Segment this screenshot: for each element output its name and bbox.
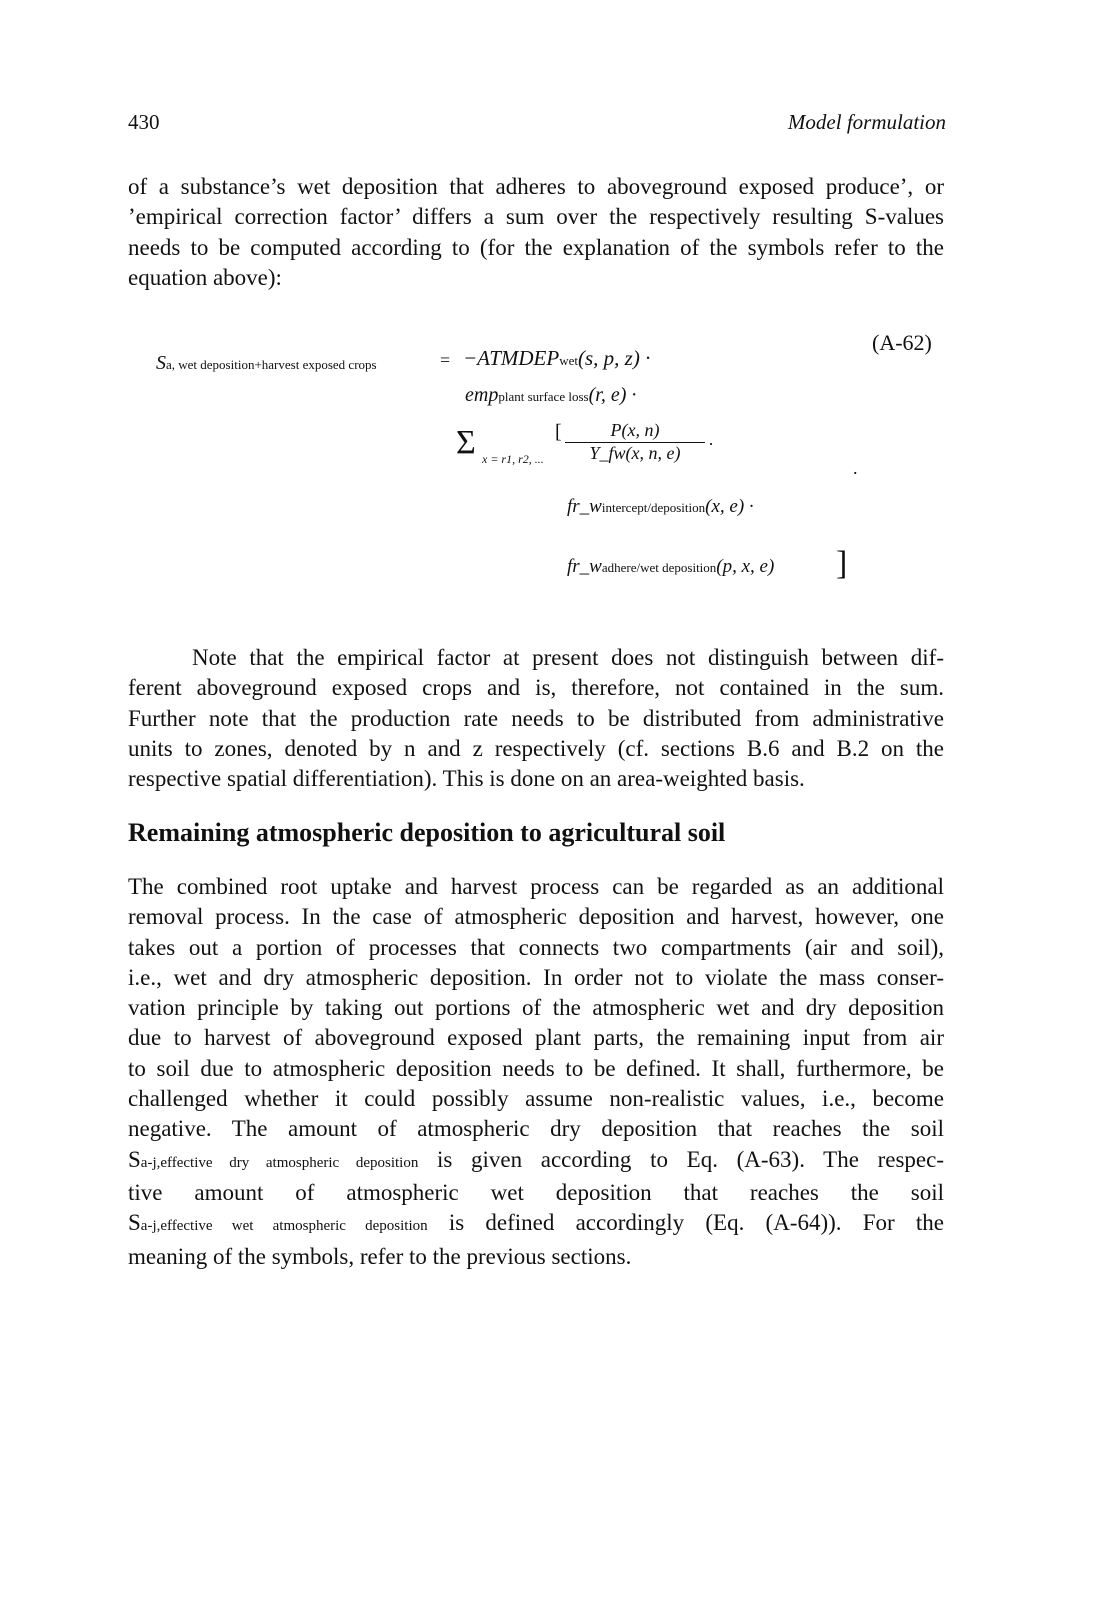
text-line: Note that the empirical factor at present does not distinguish between dif- — [192, 645, 944, 670]
sum-subscript: x = r1, r2, ... — [482, 452, 544, 466]
fraction-denominator: Y_fw(x, n, e) — [589, 443, 681, 463]
paragraph-remaining-deposition — [128, 872, 944, 1272]
trailing-dot: . — [853, 458, 858, 478]
running-title: Model formulation — [787, 110, 946, 134]
equation-row-atmdep — [463, 346, 650, 371]
sum-symbol: Σ — [456, 424, 476, 461]
text-line: units to zones, denoted by n and z respectively (cf. sections B.6 and B.2 on the — [128, 735, 944, 761]
text-segment: is defined accordingly (Eq. (A-64)). For the — [427, 1210, 944, 1236]
equation-fraction — [565, 420, 705, 464]
equation-row-intercept — [567, 496, 754, 518]
equation-row-emp — [465, 384, 636, 407]
inline-symbol: S — [128, 1146, 141, 1172]
row1-main: −ATMDEP — [463, 346, 560, 370]
row5-args: (p, x, e) — [716, 556, 775, 577]
inline-subscript: a-j,effective wet atmospheric deposition — [140, 1218, 428, 1235]
inline-symbol: S — [128, 1210, 141, 1236]
row1-sub: wet — [559, 353, 578, 368]
text-line: challenged whether it could possibly assume non-realistic values, i.e., become — [128, 1086, 944, 1112]
close-bracket: ] — [836, 545, 848, 582]
equation-lhs — [156, 352, 377, 375]
row1-args: (s, p, z) · — [578, 346, 651, 370]
text-line: The combined root uptake and harvest process can be regarded as an additional — [128, 874, 944, 899]
row2-main: emp — [465, 384, 499, 406]
text-line — [128, 1208, 944, 1241]
row5-sub: adhere/wet deposition — [601, 560, 717, 575]
equals-sign: = — [440, 350, 451, 370]
open-bracket: [ — [555, 421, 562, 443]
lhs-subscript: a, wet deposition+harvest exposed crops — [166, 357, 377, 372]
text-line: negative. The amount of atmospheric dry deposition that reaches the soil — [128, 1116, 944, 1142]
text-line: tive amount of atmospheric wet deposition that reaches the soil — [128, 1179, 944, 1205]
row4-args: (x, e) · — [705, 496, 754, 517]
multiply-dot: · — [708, 434, 714, 454]
lhs-symbol: S — [156, 352, 166, 374]
text-line — [128, 1145, 944, 1178]
text-line: to soil due to atmospheric deposition needs to be defined. It shall, furthermore, be — [128, 1055, 944, 1081]
paragraph-note — [128, 643, 944, 794]
fraction-numerator: P(x, n) — [565, 420, 705, 443]
page-number: 430 — [128, 110, 160, 134]
equation-row-adhere — [567, 556, 774, 578]
section-heading: Remaining atmospheric deposition to agricultural soil — [128, 818, 726, 847]
text-line: Further note that the production rate needs to be distributed from administrative — [128, 705, 944, 731]
row4-main: fr_w — [567, 496, 602, 517]
text-line: i.e., wet and dry atmospheric deposition. In order not to violate the mass conser- — [128, 964, 944, 990]
text-line: ’empirical correction factor’ differs a sum over the respectively resulting S-values — [128, 204, 944, 230]
row4-sub: intercept/deposition — [601, 500, 706, 515]
text-line: takes out a portion of processes that connects two compartments (air and soil), — [128, 934, 944, 960]
text-line: removal process. In the case of atmospheric deposition and harvest, however, one — [128, 904, 944, 930]
row2-sub: plant surface loss — [498, 389, 589, 404]
text-line: ferent aboveground exposed crops and is, therefore, not contained in the sum. — [128, 675, 944, 701]
row2-args: (r, e) · — [588, 384, 637, 406]
text-line: needs to be computed according to (for the explanation of the symbols refer to the — [128, 234, 944, 260]
text-line: vation principle by taking out portions of the atmospheric wet and dry deposition — [128, 995, 944, 1021]
row5-main: fr_w — [567, 556, 602, 577]
text-line: of a substance’s wet deposition that adheres to aboveground exposed produce’, or — [128, 174, 944, 199]
text-line: meaning of the symbols, refer to the previous sections. — [128, 1243, 632, 1269]
inline-subscript: a-j,effective dry atmospheric deposition — [140, 1154, 419, 1171]
equation-number: (A-62) — [872, 330, 932, 355]
text-line: equation above): — [128, 264, 282, 290]
paragraph-intro — [128, 172, 944, 293]
text-line: due to harvest of aboveground exposed plant parts, the remaining input from air — [128, 1025, 944, 1051]
text-line: respective spatial differentiation). This is done on an area-weighted basis. — [128, 766, 805, 792]
text-segment: is given according to Eq. (A-63). The respec- — [418, 1146, 944, 1172]
